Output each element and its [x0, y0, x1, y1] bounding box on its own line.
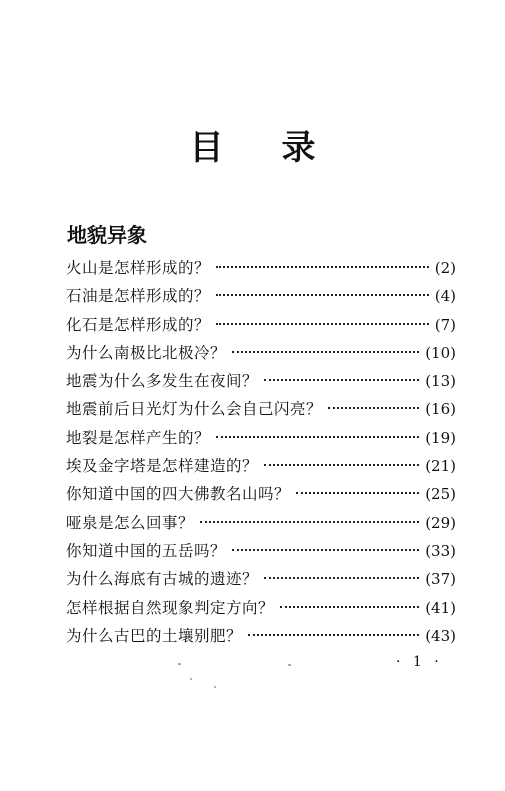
toc-entry-title: 埃及金字塔是怎样建造的？ [66, 457, 259, 476]
section-heading: 地貌异象 [67, 223, 147, 247]
toc-entry [66, 282, 456, 310]
toc-entry-title: 怎样根据自然现象判定方向？ [66, 598, 275, 617]
page-number: · 1 · [396, 654, 443, 670]
dot-leader [328, 407, 419, 409]
toc-entry [66, 509, 456, 537]
toc-entry-page: (41) [425, 598, 456, 617]
toc-entry [66, 367, 456, 395]
dot-leader [280, 606, 419, 608]
toc-entry-title: 你知道中国的四大佛教名山吗？ [66, 485, 291, 504]
toc-entry-page: (4) [434, 287, 456, 306]
toc-entry-title: 为什么海底有古城的遗迹？ [66, 570, 259, 589]
toc-entry-page: (25) [425, 485, 456, 504]
dot-leader [248, 634, 419, 636]
toc-entry [66, 565, 456, 593]
toc-entry [66, 537, 456, 565]
toc-entry-page: (13) [425, 372, 456, 391]
dot-leader [296, 492, 419, 494]
page-title [0, 128, 505, 168]
scan-speck [288, 664, 291, 666]
toc-entry-page: (33) [425, 541, 456, 560]
toc-entry-title: 为什么南极比北极冷？ [66, 343, 227, 362]
toc-entry-title: 石油是怎样形成的？ [66, 287, 211, 306]
title-char-2: 录 [281, 128, 316, 168]
dot-leader [232, 549, 419, 551]
toc-list [66, 254, 456, 650]
toc-entry [66, 311, 456, 339]
dot-leader [216, 323, 429, 325]
toc-entry-page: (29) [425, 513, 456, 532]
toc-entry [66, 254, 456, 282]
toc-entry [66, 480, 456, 508]
dot-leader [216, 294, 429, 296]
toc-entry-page: (19) [425, 428, 456, 447]
toc-entry-title: 地裂是怎样产生的？ [66, 428, 211, 447]
toc-entry-page: (43) [425, 626, 456, 645]
scan-speck [190, 678, 192, 680]
toc-entry-title: 化石是怎样形成的？ [66, 315, 211, 334]
toc-entry [66, 622, 456, 650]
toc-entry [66, 339, 456, 367]
scan-speck [178, 663, 181, 665]
dot-leader [264, 464, 419, 466]
toc-entry-title: 地震前后日光灯为什么会自己闪亮？ [66, 400, 323, 419]
dot-leader [264, 577, 419, 579]
toc-entry-page: (10) [425, 343, 456, 362]
toc-entry-title: 火山是怎样形成的？ [66, 259, 211, 277]
dot-leader [200, 521, 419, 523]
dot-leader [216, 266, 429, 268]
toc-entry-title: 为什么古巴的土壤别肥？ [66, 626, 243, 645]
title-char-1: 目 [189, 128, 224, 168]
toc-entry-page: (2) [434, 259, 456, 277]
toc-entry-title: 你知道中国的五岳吗？ [66, 541, 227, 560]
toc-entry [66, 452, 456, 480]
toc-entry-page: (21) [425, 457, 456, 476]
dot-leader [232, 351, 419, 353]
dot-leader [216, 436, 419, 438]
dot-leader [264, 379, 419, 381]
toc-entry [66, 395, 456, 423]
toc-entry-page: (16) [425, 400, 456, 419]
toc-entry-title: 地震为什么多发生在夜间？ [66, 372, 259, 391]
scan-speck [214, 686, 216, 688]
toc-entry-title: 哑泉是怎么回事？ [66, 513, 195, 532]
toc-entry [66, 594, 456, 622]
toc-entry-page: (37) [425, 570, 456, 589]
toc-entry-page: (7) [434, 315, 456, 334]
toc-entry [66, 424, 456, 452]
